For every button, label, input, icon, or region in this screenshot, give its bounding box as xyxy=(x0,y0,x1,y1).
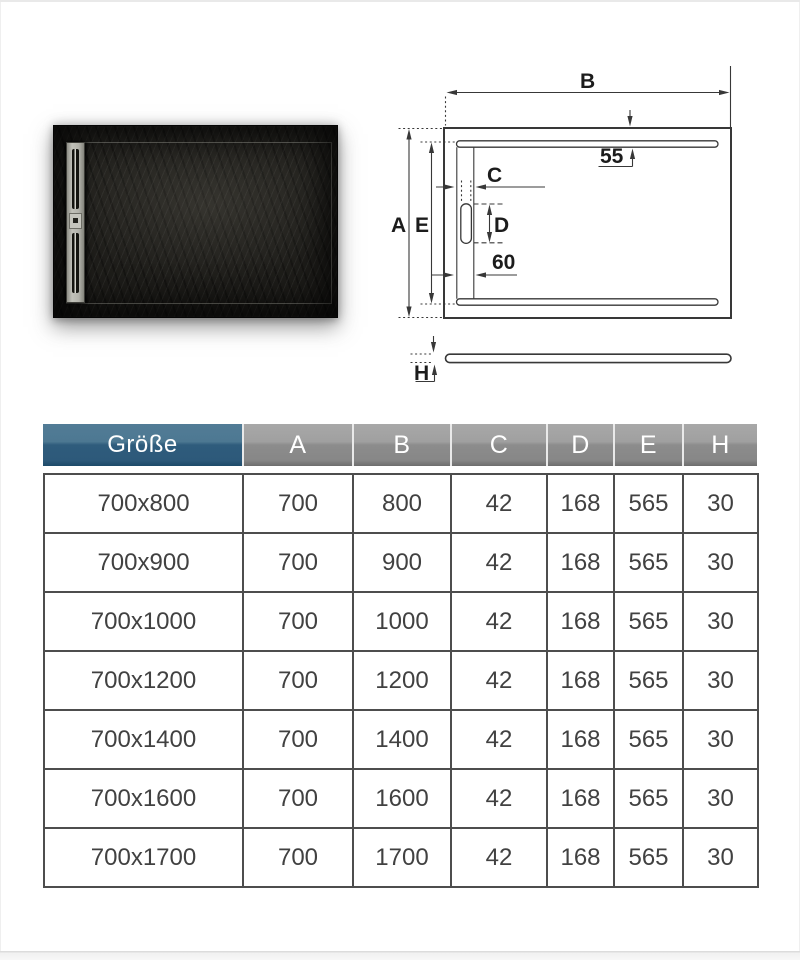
dim-value-60: 60 xyxy=(492,251,516,274)
cell-e: 565 xyxy=(614,533,683,592)
dim-value-55: 55 xyxy=(600,145,624,168)
tray-outline xyxy=(444,128,731,318)
cell-size: 700x900 xyxy=(44,533,243,592)
cell-size: 700x1200 xyxy=(44,651,243,710)
cell-h: 30 xyxy=(683,828,758,887)
cell-c: 42 xyxy=(451,769,547,828)
arrowhead xyxy=(476,184,487,189)
arrowhead xyxy=(444,184,455,189)
cell-a: 700 xyxy=(243,592,353,651)
drain-capsule xyxy=(461,204,472,244)
cell-d: 168 xyxy=(547,769,614,828)
cell-size: 700x800 xyxy=(44,474,243,533)
arrowhead xyxy=(406,129,411,140)
cell-e: 565 xyxy=(614,474,683,533)
arrowhead xyxy=(406,307,411,318)
arrowhead xyxy=(487,232,492,243)
cell-h: 30 xyxy=(683,769,758,828)
table-row xyxy=(44,533,758,592)
cell-b: 1400 xyxy=(353,710,451,769)
page-bottom-edge xyxy=(0,951,800,960)
dim-label-h: H xyxy=(414,362,430,385)
technical-drawing xyxy=(388,55,800,400)
table-row xyxy=(44,592,758,651)
cell-d: 168 xyxy=(547,651,614,710)
drain-slot-top xyxy=(72,149,79,209)
table-row xyxy=(44,710,758,769)
cell-b: 1700 xyxy=(353,828,451,887)
cell-size: 700x1000 xyxy=(44,592,243,651)
col-header-a: A xyxy=(242,424,352,466)
arrowhead xyxy=(487,205,492,216)
cell-h: 30 xyxy=(683,651,758,710)
spec-table xyxy=(43,473,759,888)
cell-c: 42 xyxy=(451,592,547,651)
cell-b: 1000 xyxy=(353,592,451,651)
cell-d: 168 xyxy=(547,474,614,533)
drain-access-square xyxy=(69,213,82,229)
arrowhead xyxy=(630,149,635,160)
cell-e: 565 xyxy=(614,710,683,769)
cell-a: 700 xyxy=(243,710,353,769)
cell-h: 30 xyxy=(683,710,758,769)
cell-size: 700x1400 xyxy=(44,710,243,769)
arrowhead xyxy=(719,90,730,95)
col-header-e: E xyxy=(613,424,682,466)
cell-h: 30 xyxy=(683,474,758,533)
dim-label-b: B xyxy=(580,70,596,93)
dim-label-e: E xyxy=(415,214,430,237)
cell-a: 700 xyxy=(243,474,353,533)
arrowhead xyxy=(432,365,437,376)
cell-b: 900 xyxy=(353,533,451,592)
cell-b: 1200 xyxy=(353,651,451,710)
col-header-d: D xyxy=(546,424,613,466)
arrowhead xyxy=(429,293,434,304)
cell-c: 42 xyxy=(451,828,547,887)
page-top-edge xyxy=(0,0,800,2)
arrowhead xyxy=(627,116,632,127)
arrowhead xyxy=(431,342,436,353)
cell-a: 700 xyxy=(243,828,353,887)
cell-a: 700 xyxy=(243,769,353,828)
col-header-c: C xyxy=(450,424,546,466)
cell-b: 800 xyxy=(353,474,451,533)
cell-c: 42 xyxy=(451,651,547,710)
cell-a: 700 xyxy=(243,533,353,592)
col-header-h: H xyxy=(682,424,757,466)
arrowhead xyxy=(447,90,458,95)
cell-c: 42 xyxy=(451,533,547,592)
top-rim-bar xyxy=(457,141,719,147)
cell-size: 700x1600 xyxy=(44,769,243,828)
table-row xyxy=(44,828,758,887)
table-row xyxy=(44,769,758,828)
cell-e: 565 xyxy=(614,592,683,651)
product-photo xyxy=(53,125,338,318)
cell-d: 168 xyxy=(547,592,614,651)
bottom-rim-bar xyxy=(457,299,719,305)
cell-b: 1600 xyxy=(353,769,451,828)
cell-h: 30 xyxy=(683,533,758,592)
drain-slot-bottom xyxy=(72,233,79,293)
dim-label-d: D xyxy=(494,214,510,237)
col-header-groesse: Größe xyxy=(43,424,242,466)
dim-label-c: C xyxy=(487,164,503,187)
col-header-b: B xyxy=(352,424,450,466)
cell-a: 700 xyxy=(243,651,353,710)
cell-h: 30 xyxy=(683,592,758,651)
cell-d: 168 xyxy=(547,828,614,887)
cell-c: 42 xyxy=(451,474,547,533)
tray-rim-line xyxy=(66,142,332,304)
spec-table-header xyxy=(43,424,757,466)
cell-d: 168 xyxy=(547,710,614,769)
dim-label-a: A xyxy=(391,214,407,237)
cell-e: 565 xyxy=(614,769,683,828)
drain-channel xyxy=(66,142,85,303)
cell-c: 42 xyxy=(451,710,547,769)
cell-e: 565 xyxy=(614,651,683,710)
arrowhead xyxy=(429,143,434,154)
cell-size: 700x1700 xyxy=(44,828,243,887)
side-view-bar xyxy=(446,354,732,362)
arrowhead xyxy=(476,272,487,277)
table-row xyxy=(44,474,758,533)
arrowhead xyxy=(444,272,455,277)
cell-d: 168 xyxy=(547,533,614,592)
table-row xyxy=(44,651,758,710)
cell-e: 565 xyxy=(614,828,683,887)
